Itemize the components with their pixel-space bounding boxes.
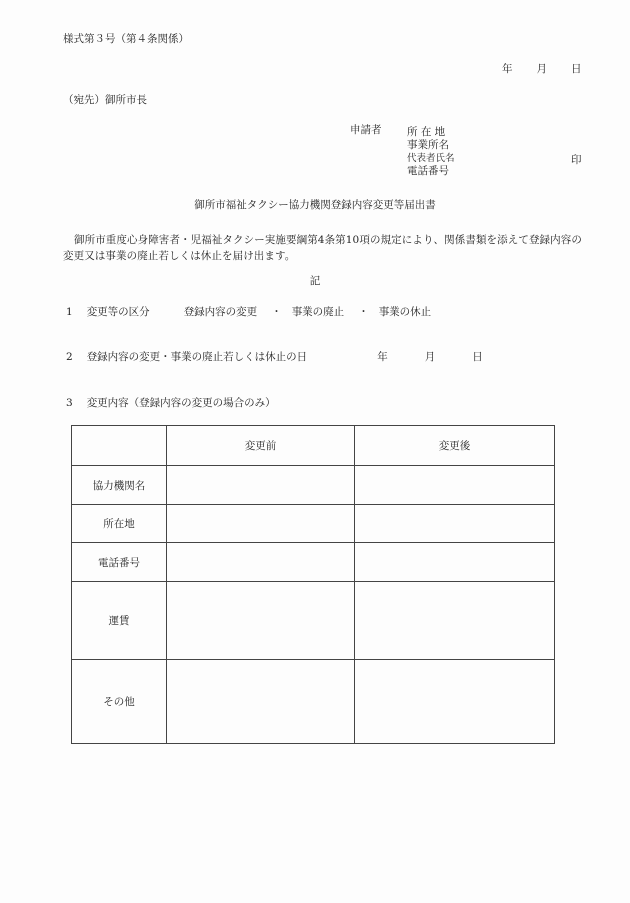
applicant-label: 申請者 [350,124,382,136]
cell-before-other[interactable] [167,660,355,744]
ki-heading: 記 [309,275,321,287]
row-label-agency-name: 協力機関名 [72,466,167,505]
item-change-details [66,398,276,409]
cell-after-fare[interactable] [355,582,555,660]
seal-mark: 印 [571,154,582,166]
item2-number: 2 [66,351,73,363]
header-after: 変更後 [355,426,555,466]
header-corner-cell [72,426,167,466]
table-header-row [72,426,555,466]
option-business-suspension[interactable]: 事業の休止 [378,306,432,318]
change-details-table [71,425,555,744]
table-row [72,543,555,582]
item2-month-label: 月 [424,351,436,363]
date-month-label: 月 [536,63,547,75]
item1-number: 1 [66,306,73,318]
option-registration-change[interactable]: 登録内容の変更 [183,306,258,318]
document-title: 御所市福祉タクシー協力機関登録内容変更等届出書 [194,199,436,211]
separator-dot: ・ [271,306,282,318]
row-label-fare: 運賃 [72,582,167,660]
cell-after-agency-name[interactable] [355,466,555,505]
table-row [72,466,555,505]
date-year-label: 年 [502,63,513,75]
field-address-label: 所 在 地 [407,126,446,138]
option-business-abolition[interactable]: 事業の廃止 [291,306,345,318]
cell-before-phone[interactable] [167,543,355,582]
table-row [72,660,555,744]
item2-day-label: 日 [472,351,483,363]
table-row [72,505,555,543]
form-number: 様式第３号（第４条関係） [63,33,189,45]
row-label-phone: 電話番号 [72,543,167,582]
separator-dot: ・ [358,306,369,318]
cell-after-phone[interactable] [355,543,555,582]
applicant-fields [407,125,455,179]
addressee: （宛先）御所市長 [63,94,147,106]
field-business-name-label: 事業所名 [407,139,449,151]
submission-date [502,64,582,75]
body-text: 御所市重度心身障害者・児福祉タクシー実施要綱第4条第10項の規定により、関係書類を添えて登録内容の変更又は事業の廃止若しくは休止を届け出ます。 [63,234,582,262]
field-phone-label: 電話番号 [407,165,449,177]
row-label-location: 所在地 [72,505,167,543]
item3-number: 3 [66,397,73,409]
row-label-other: その他 [72,660,167,744]
item1-label: 変更等の区分 [86,306,150,318]
item-change-category [66,307,431,318]
cell-before-location[interactable] [167,505,355,543]
cell-before-agency-name[interactable] [167,466,355,505]
field-representative-label: 代表者氏名 [407,153,455,164]
cell-after-location[interactable] [355,505,555,543]
header-before: 変更前 [167,426,355,466]
date-day-label: 日 [571,63,582,75]
cell-after-other[interactable] [355,660,555,744]
item3-label: 変更内容（登録内容の変更の場合のみ） [86,397,276,409]
item2-year-label: 年 [377,351,388,363]
item2-label: 登録内容の変更・事業の廃止若しくは休止の日 [86,351,308,363]
table-row [72,582,555,660]
cell-before-fare[interactable] [167,582,355,660]
item-change-date [66,352,483,363]
